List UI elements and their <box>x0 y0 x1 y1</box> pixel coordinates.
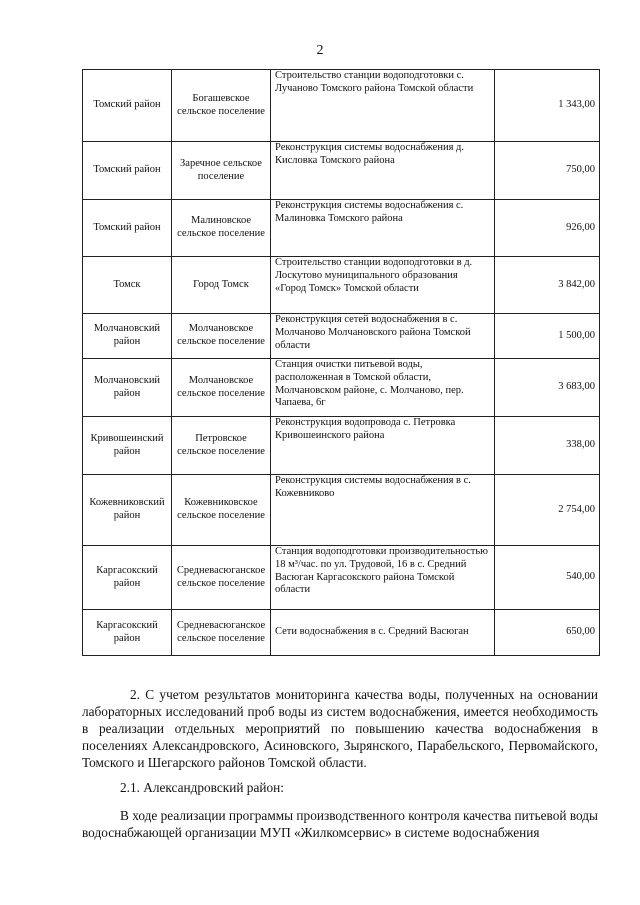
paragraph-2-1-text: В ходе реализации программы производственного контроля качества питьевой воды водоснабжающей организации МУП «Жилкомсервис» в системе водоснабжения <box>82 808 598 840</box>
amount-cell: 650,00 <box>495 610 600 656</box>
district-cell: Молчановский район <box>83 314 172 359</box>
table-row <box>83 546 600 610</box>
settlement-cell: Средневасюганское сельское поселение <box>172 610 271 656</box>
district-cell: Томский район <box>83 200 172 257</box>
paragraph-2: 2. С учетом результатов мониторинга качества воды, полученных на основании лабораторных исследований проб воды из систем водоснабжения, имеется необходимость в реализации отдельных мероприятий по повышению качества водоснабжения в поселениях Александровского, Асиновского, Зырянского, Парабельского, Первомайского, Томского и Шегарского районов Томской области. <box>82 687 598 770</box>
settlement-cell: Средневасюганское сельское поселение <box>172 546 271 610</box>
settlement-cell: Молчановское сельское поселение <box>172 314 271 359</box>
water-projects-table <box>82 69 600 656</box>
amount-cell: 1 500,00 <box>495 314 600 359</box>
district-cell: Томский район <box>83 70 172 142</box>
amount-cell: 3 683,00 <box>495 359 600 417</box>
table-row <box>83 257 600 314</box>
amount-cell: 926,00 <box>495 200 600 257</box>
description-cell: Реконструкция системы водоснабжения д. Кисловка Томского района <box>271 142 495 200</box>
description-cell: Реконструкция сетей водоснабжения в с. Молчаново Молчановского района Томской области <box>271 314 495 359</box>
amount-cell: 1 343,00 <box>495 70 600 142</box>
district-cell: Кожевниковский район <box>83 475 172 546</box>
description-cell: Строительство станции водоподготовки с. Лучаново Томского района Томской области <box>271 70 495 142</box>
description-cell: Реконструкция системы водоснабжения в с. Кожевниково <box>271 475 495 546</box>
table-row <box>83 200 600 257</box>
description-cell: Сети водоснабжения в с. Средний Васюган <box>271 610 495 656</box>
table-row <box>83 142 600 200</box>
description-cell: Реконструкция системы водоснабжения с. Малиновка Томского района <box>271 200 495 257</box>
description-cell: Станция очистки питьевой воды, расположенная в Томской области, Молчановском районе, с. Молчаново, пер. Чапаева, 6г <box>271 359 495 417</box>
description-cell: Станция водоподготовки производительностью 18 м³/час. по ул. Трудовой, 16 в с. Средний Васюган Каргасокского района Томской области <box>271 546 495 610</box>
amount-cell: 750,00 <box>495 142 600 200</box>
description-cell: Реконструкция водопровода с. Петровка Кривошеинского района <box>271 417 495 475</box>
settlement-cell: Петровское сельское поселение <box>172 417 271 475</box>
table-row <box>83 359 600 417</box>
settlement-cell: Город Томск <box>172 257 271 314</box>
district-cell: Томский район <box>83 142 172 200</box>
amount-cell: 2 754,00 <box>495 475 600 546</box>
district-cell: Томск <box>83 257 172 314</box>
amount-cell: 338,00 <box>495 417 600 475</box>
page-number: 2 <box>316 43 324 58</box>
district-cell: Каргасокский район <box>83 610 172 656</box>
description-cell: Строительство станции водоподготовки в д. Лоскутово муниципального образования «Город Томск» Томской области <box>271 257 495 314</box>
table-row <box>83 417 600 475</box>
settlement-cell: Богашевское сельское поселение <box>172 70 271 142</box>
section-2-1-heading: 2.1. Александровский район: <box>120 780 284 795</box>
table-row <box>83 610 600 656</box>
table-row <box>83 70 600 142</box>
district-cell: Каргасокский район <box>83 546 172 610</box>
district-cell: Кривошеинский район <box>83 417 172 475</box>
table-row <box>83 475 600 546</box>
settlement-cell: Кожевниковское сельское поселение <box>172 475 271 546</box>
district-cell: Молчановский район <box>83 359 172 417</box>
amount-cell: 540,00 <box>495 546 600 610</box>
amount-cell: 3 842,00 <box>495 257 600 314</box>
settlement-cell: Молчановское сельское поселение <box>172 359 271 417</box>
table-row <box>83 314 600 359</box>
settlement-cell: Заречное сельское поселение <box>172 142 271 200</box>
settlement-cell: Малиновское сельское поселение <box>172 200 271 257</box>
